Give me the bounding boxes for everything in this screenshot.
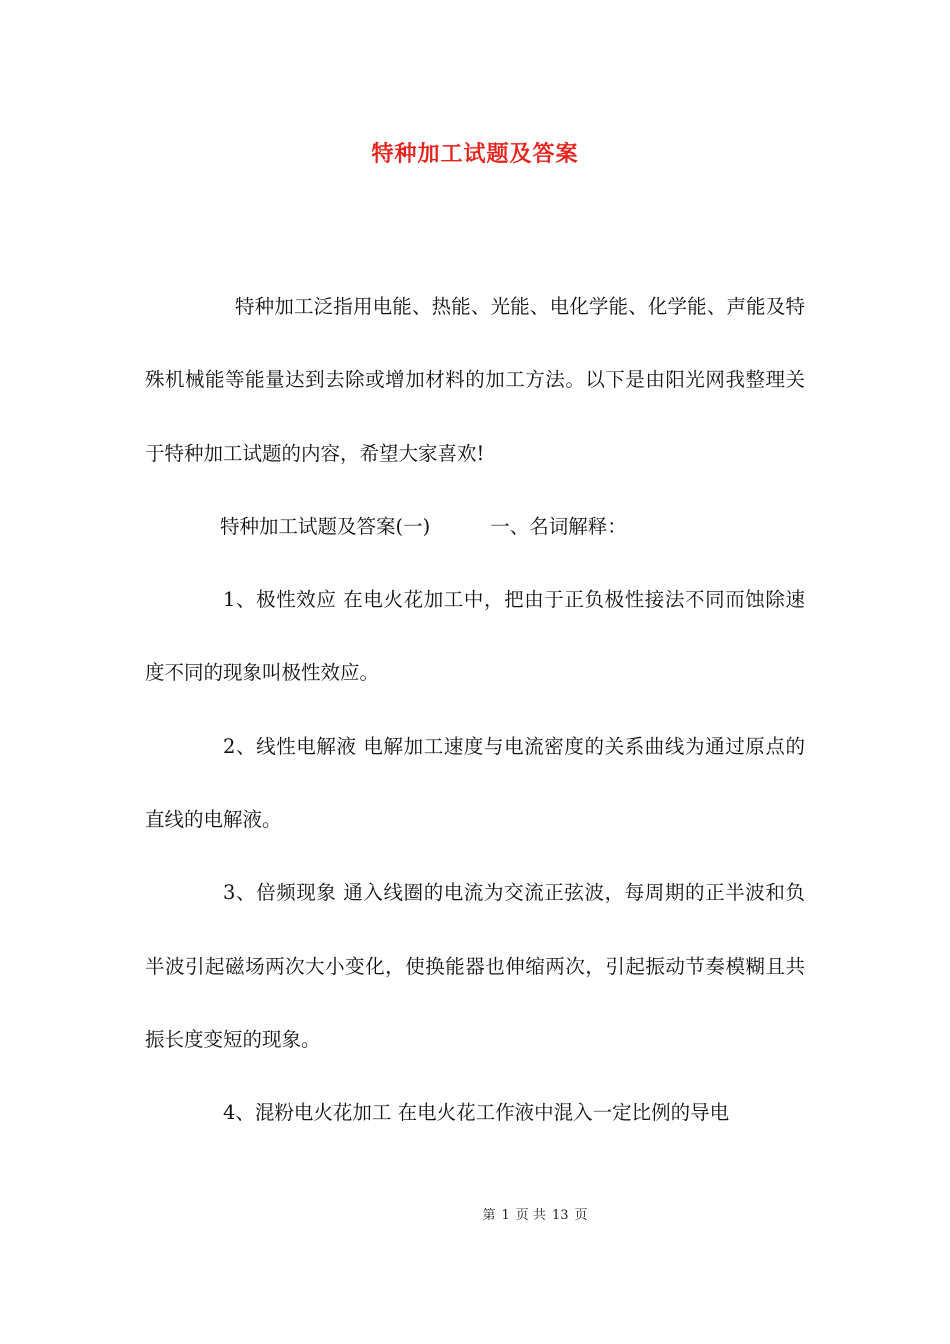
definition-item-2: 2、线性电解液 电解加工速度与电流密度的关系曲线为通过原点的直线的电解液。 xyxy=(145,734,805,832)
document-body xyxy=(145,270,805,1150)
section-heading-line xyxy=(145,490,805,563)
document-title: 特种加工试题及答案 xyxy=(371,141,579,167)
page-total: 13 xyxy=(551,1208,569,1223)
page-label-post: 页 xyxy=(574,1208,588,1223)
page-label-mid: 页 共 xyxy=(515,1208,546,1223)
definition-item-4: 4、混粉电火花加工 在电火花工作液中混入一定比例的导电 xyxy=(223,1101,730,1125)
intro-paragraph: 特种加工泛指用电能、热能、光能、电化学能、化学能、声能及特殊机械能等能量达到去除或增加材料的加工方法。以下是由阳光网我整理关于特种加工试题的内容，希望大家喜欢! xyxy=(145,295,805,465)
definition-item-3: 3、倍频现象 通入线圈的电流为交流正弦波，每周期的正半波和负半波引起磁场两次大小变化，使换能器也伸缩两次，引起振动节奏模糊且共振长度变短的现象。 xyxy=(145,881,805,1051)
subsection-heading: 一、名词解释： xyxy=(490,514,627,538)
section-heading: 特种加工试题及答案(一) xyxy=(220,514,431,538)
page-footer xyxy=(0,1206,950,1226)
page-current: 1 xyxy=(501,1208,510,1223)
definition-item-1: 1、极性效应 在电火花加工中，把由于正负极性接法不同而蚀除速度不同的现象叫极性效应。 xyxy=(145,588,805,685)
page-label-pre: 第 xyxy=(482,1208,496,1223)
